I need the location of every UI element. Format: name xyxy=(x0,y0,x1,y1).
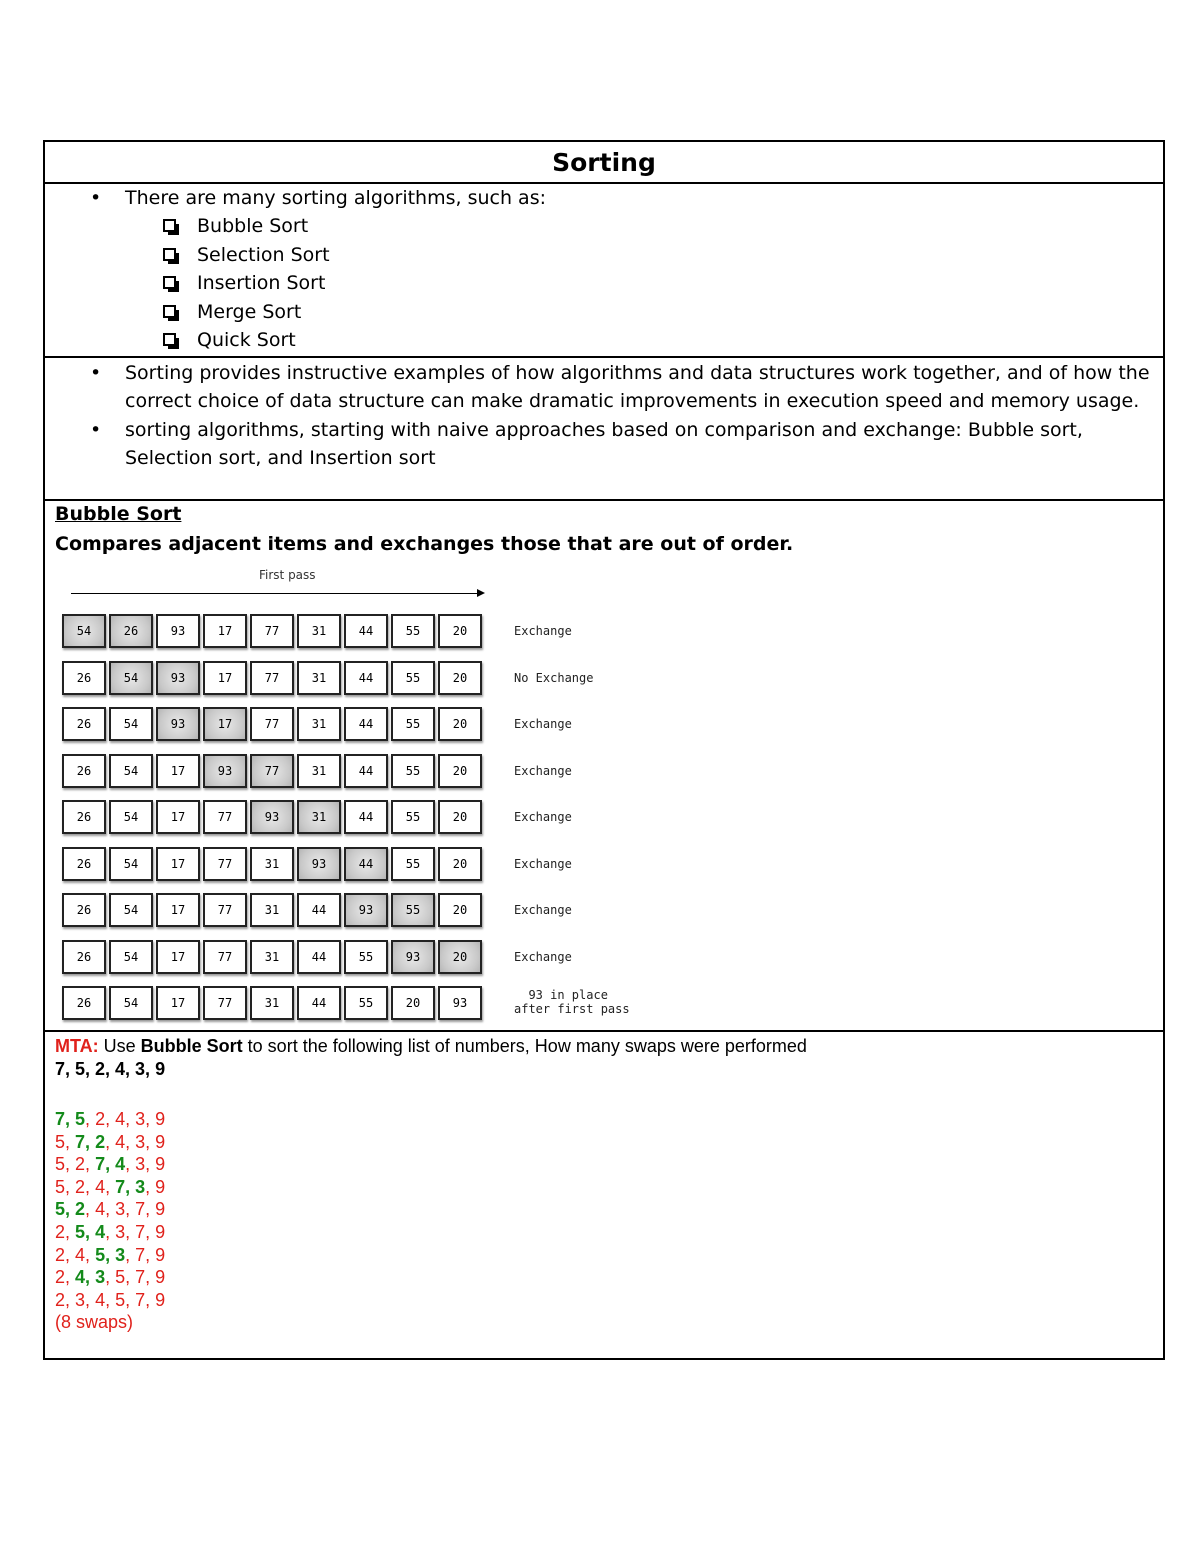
array-cell: 55 xyxy=(391,800,435,834)
array-cell: 17 xyxy=(156,940,200,974)
array-cell: 44 xyxy=(344,800,388,834)
intro-bullet: • There are many sorting algorithms, such as: xyxy=(45,184,1163,212)
array-cell: 93 xyxy=(391,940,435,974)
array-cell: 93 xyxy=(344,893,388,927)
bullet-icon: • xyxy=(90,419,102,441)
array-cell: 54 xyxy=(109,847,153,881)
array-cell: 44 xyxy=(297,986,341,1020)
array-cell: 31 xyxy=(250,893,294,927)
array-cell: 44 xyxy=(297,893,341,927)
array-cell: 54 xyxy=(109,940,153,974)
step-line: 2, 4, 5, 3, 7, 9 xyxy=(55,1244,166,1265)
row-label: Exchange xyxy=(514,810,572,824)
step-line: 2, 4, 3, 5, 7, 9 xyxy=(55,1267,166,1288)
array-cell: 31 xyxy=(297,800,341,834)
step-line: 5, 2, 7, 4, 3, 9 xyxy=(55,1154,166,1175)
array-cell: 54 xyxy=(109,986,153,1020)
algorithms-section xyxy=(45,182,1163,356)
mta-bold: Bubble Sort xyxy=(140,1036,243,1056)
checkbox-icon xyxy=(163,219,176,232)
array-cell: 55 xyxy=(391,893,435,927)
step-line: 7, 5, 2, 4, 3, 9 xyxy=(55,1109,166,1129)
array-cell: 20 xyxy=(438,893,482,927)
array-cell: 55 xyxy=(344,986,388,1020)
array-cell: 93 xyxy=(250,800,294,834)
array-cell: 17 xyxy=(203,661,247,695)
checkbox-icon xyxy=(163,276,176,289)
array-cell: 54 xyxy=(109,800,153,834)
swap-steps xyxy=(55,1108,165,1334)
array-cell: 54 xyxy=(109,661,153,695)
array-cell: 77 xyxy=(250,661,294,695)
array-cell: 77 xyxy=(203,800,247,834)
bubble-sort-heading: Bubble Sort xyxy=(55,503,182,525)
array-cell: 44 xyxy=(344,614,388,648)
swap-count: (8 swaps) xyxy=(55,1312,134,1333)
array-cell: 54 xyxy=(109,707,153,741)
array-cell: 93 xyxy=(203,754,247,788)
array-cell: 93 xyxy=(156,707,200,741)
page-title: Sorting xyxy=(552,148,656,177)
array-cell: 31 xyxy=(297,754,341,788)
array-cell: 26 xyxy=(62,707,106,741)
divider xyxy=(45,499,1163,501)
array-cell: 31 xyxy=(250,940,294,974)
array-cell: 93 xyxy=(156,661,200,695)
checkbox-icon xyxy=(163,305,176,318)
mta-question: MTA: Use Bubble Sort to sort the following list of numbers, How many swaps were performed xyxy=(55,1036,807,1056)
array-cell: 93 xyxy=(156,614,200,648)
array-cell: 44 xyxy=(344,754,388,788)
array-cell: 20 xyxy=(391,986,435,1020)
array-cell: 20 xyxy=(438,754,482,788)
array-cell: 93 xyxy=(438,986,482,1020)
note-bullet: • Sorting provides instructive examples of how algorithms and data structures work together, and of how the correct choice of data structure can make dramatic improvements in execution speed and memory usage. xyxy=(45,359,1163,415)
step-line: 5, 2, 4, 3, 7, 9 xyxy=(55,1199,166,1220)
array-cell: 26 xyxy=(62,754,106,788)
arrow-right-icon xyxy=(71,593,479,594)
array-cell: 77 xyxy=(250,614,294,648)
array-cell: 20 xyxy=(438,940,482,974)
array-cell: 77 xyxy=(250,707,294,741)
array-cell: 55 xyxy=(391,847,435,881)
array-cell: 77 xyxy=(203,893,247,927)
row-label: No Exchange xyxy=(514,671,594,685)
row-label: Exchange xyxy=(514,764,572,778)
notes-section xyxy=(45,356,1163,501)
checkbox-icon xyxy=(163,333,176,346)
array-cell: 26 xyxy=(62,800,106,834)
array-cell: 44 xyxy=(344,661,388,695)
step-line: 5, 7, 2, 4, 3, 9 xyxy=(55,1131,166,1152)
array-cell: 17 xyxy=(156,754,200,788)
algorithm-item: Merge Sort xyxy=(45,298,1163,327)
array-cell: 55 xyxy=(391,754,435,788)
row-label: Exchange xyxy=(514,950,572,964)
array-cell: 31 xyxy=(297,614,341,648)
array-cell: 17 xyxy=(156,986,200,1020)
array-cell: 77 xyxy=(250,754,294,788)
array-cell: 26 xyxy=(62,940,106,974)
array-cell: 26 xyxy=(62,893,106,927)
array-cell: 31 xyxy=(250,847,294,881)
row-label: 93 in place after first pass xyxy=(514,988,630,1016)
array-cell: 17 xyxy=(156,847,200,881)
algorithm-item: Quick Sort xyxy=(45,326,1163,355)
array-cell: 20 xyxy=(438,847,482,881)
array-cell: 26 xyxy=(62,661,106,695)
bullet-icon: • xyxy=(90,362,102,384)
algorithm-item: Selection Sort xyxy=(45,241,1163,270)
array-cell: 55 xyxy=(391,614,435,648)
array-cell: 20 xyxy=(438,800,482,834)
step-line: 2, 3, 4, 5, 7, 9 xyxy=(55,1289,166,1310)
array-cell: 26 xyxy=(62,986,106,1020)
array-cell: 77 xyxy=(203,986,247,1020)
array-cell: 17 xyxy=(156,893,200,927)
array-cell: 54 xyxy=(109,754,153,788)
array-cell: 93 xyxy=(297,847,341,881)
step-line: 5, 2, 4, 7, 3, 9 xyxy=(55,1176,166,1197)
array-cell: 17 xyxy=(203,614,247,648)
array-cell: 77 xyxy=(203,940,247,974)
algorithm-item: Insertion Sort xyxy=(45,269,1163,298)
row-label: Exchange xyxy=(514,624,572,638)
array-cell: 44 xyxy=(344,847,388,881)
array-cell: 54 xyxy=(62,614,106,648)
row-label: Exchange xyxy=(514,903,572,917)
array-cell: 31 xyxy=(250,986,294,1020)
array-cell: 20 xyxy=(438,661,482,695)
step-line: 2, 5, 4, 3, 7, 9 xyxy=(55,1221,166,1242)
array-cell: 17 xyxy=(203,707,247,741)
mta-list: 7, 5, 2, 4, 3, 9 xyxy=(55,1059,166,1079)
mta-prefix: MTA: xyxy=(55,1036,99,1056)
array-cell: 26 xyxy=(109,614,153,648)
array-cell: 20 xyxy=(438,614,482,648)
row-label: Exchange xyxy=(514,717,572,731)
array-cell: 44 xyxy=(344,707,388,741)
array-cell: 54 xyxy=(109,893,153,927)
array-cell: 20 xyxy=(438,707,482,741)
bullet-icon: • xyxy=(90,187,102,209)
array-cell: 55 xyxy=(391,661,435,695)
note-bullet: • sorting algorithms, starting with naive approaches based on comparison and exchange: Bubble sort, Selection sort, and Insertion sort xyxy=(45,416,1163,472)
array-cell: 31 xyxy=(297,707,341,741)
checkbox-icon xyxy=(163,248,176,261)
array-cell: 55 xyxy=(391,707,435,741)
array-cell: 31 xyxy=(297,661,341,695)
array-cell: 26 xyxy=(62,847,106,881)
algorithm-item: Bubble Sort xyxy=(45,212,1163,241)
divider xyxy=(45,1030,1163,1032)
bubble-sort-description: Compares adjacent items and exchanges those that are out of order. xyxy=(55,533,794,555)
array-cell: 77 xyxy=(203,847,247,881)
row-label: Exchange xyxy=(514,857,572,871)
array-cell: 44 xyxy=(297,940,341,974)
first-pass-figure xyxy=(59,562,659,1032)
sorting-table xyxy=(43,140,1165,1360)
array-cell: 17 xyxy=(156,800,200,834)
array-cell: 55 xyxy=(344,940,388,974)
figure-label: First pass xyxy=(259,568,316,582)
